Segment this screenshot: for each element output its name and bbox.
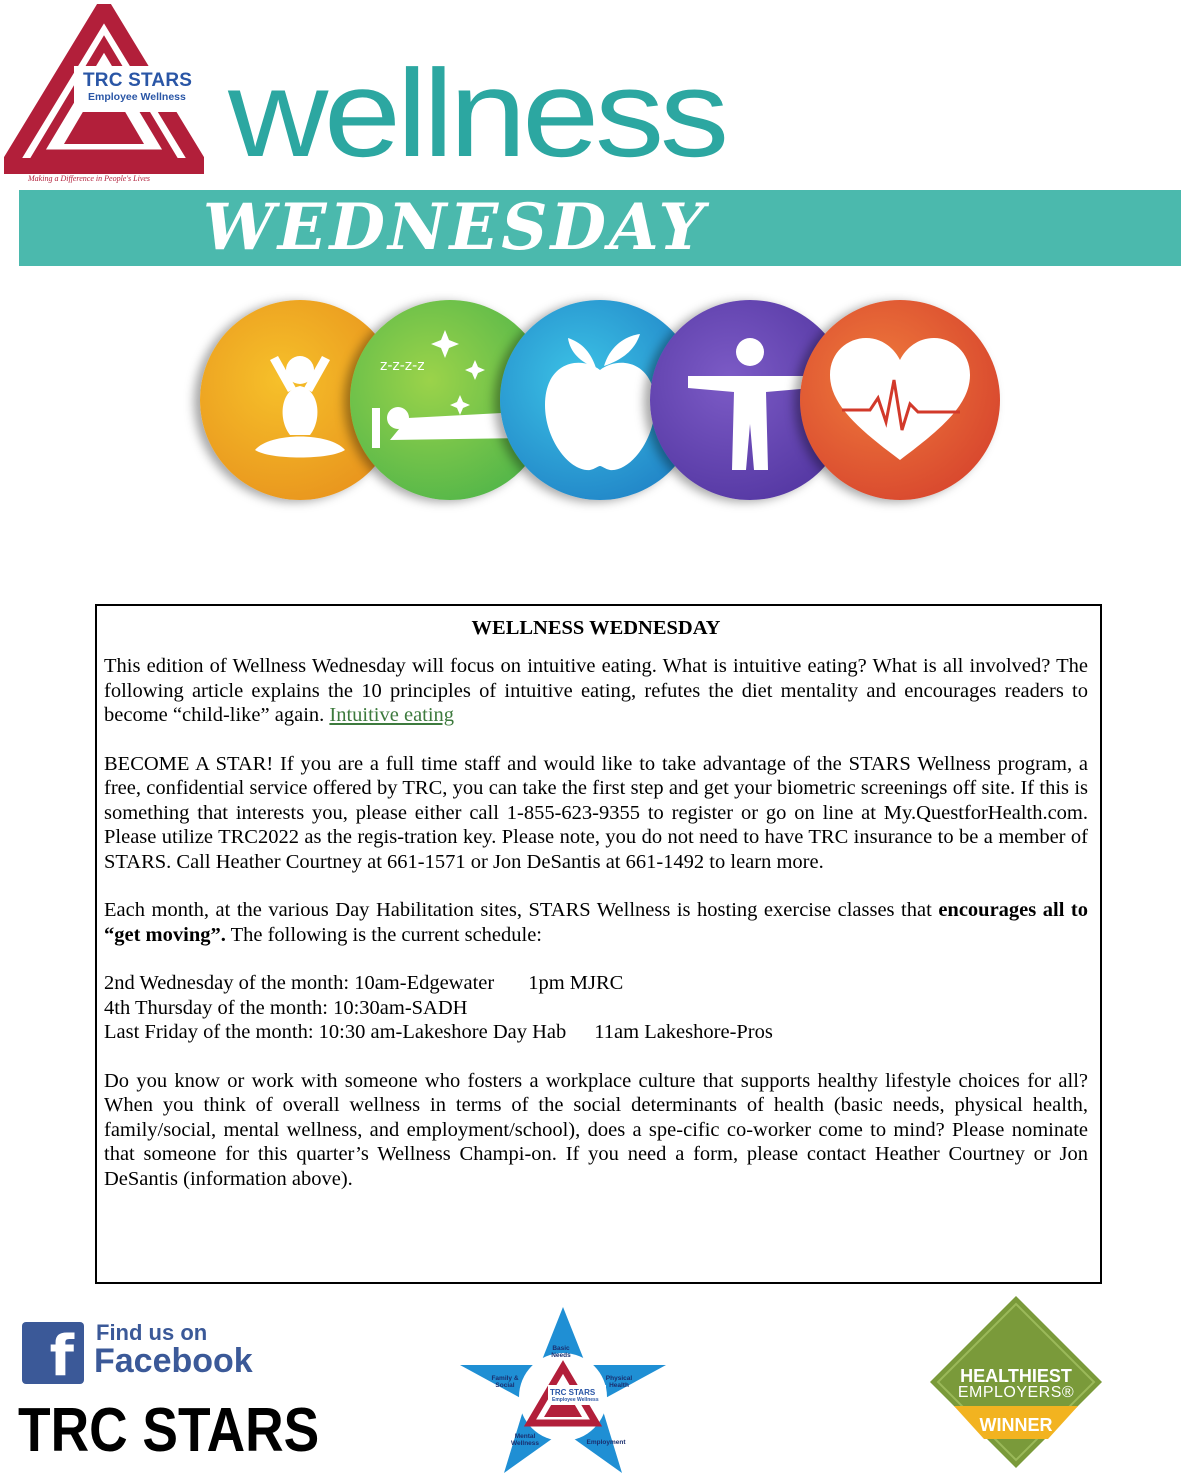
heart-rate-icon [800,300,1000,500]
article-box [95,604,1102,1284]
wellness-icons-row [200,300,1010,500]
schedule-line [104,1020,1088,1045]
badge-line-3: WINNER [979,1415,1053,1435]
paragraph-wellness-champion: Do you know or work with someone who fosters a workplace culture that supports healthy lifestyle choices for all? When you think of overall wellness in terms of the social determinants of health (basic needs, physical health, family/social, mental wellness, and employment/school), does a spe-cific co-worker come to mind? Please nominate that someone for this quarter’s Wellness Champi-on. If you need a form, please contact Heather Courtney or Jon DeSantis (information above). [104,1069,1088,1190]
schedule-day: 4th Thursday of the month: 10:30am-SADH [104,996,468,1019]
star-label-family-social: Family & Social [491,1375,519,1389]
badge-line-2: EMPLOYERS® [957,1384,1075,1401]
org-name: TRC STARS [18,1396,320,1465]
exercise-text-bold: encourages all to “get moving”. [104,899,1089,946]
facebook-icon: f [22,1322,84,1384]
logo-subtitle: Employee Wellness [88,91,186,103]
paragraph-exercise-classes [104,898,1088,947]
star-logo-subtitle: Employee Wellness [552,1397,599,1403]
facebook-link[interactable] [22,1320,282,1390]
wednesday-banner [19,190,1181,266]
svg-text:z-z-z-z: z-z-z-z [380,358,425,374]
schedule-extra: 11am Lakeshore-Pros [594,1021,773,1043]
schedule-extra: 1pm MJRC [528,972,624,994]
star-label-mental-wellness: Mental Wellness [510,1433,540,1447]
facebook-find-text: Find us on [96,1320,208,1345]
star-label-physical-health: Physical Health [605,1375,633,1389]
schedule-day: Last Friday of the month: 10:30 am-Lakeshore Day Hab [104,1021,567,1043]
schedule-line [104,996,1088,1021]
star-label-employment: Employment [586,1439,626,1446]
stars-star-logo [458,1305,668,1475]
schedule-day: 2nd Wednesday of the month: 10am-Edgewater [104,972,495,994]
logo-tagline: Making a Difference in People's Lives [28,174,151,183]
exercise-schedule [104,971,1088,1045]
healthiest-employers-badge [928,1294,1104,1470]
circle-heart [800,300,1000,500]
star-label-basic-needs: Basic Needs [551,1345,571,1359]
banner-text: WEDNESDAY [202,190,708,265]
star-logo-title: TRC STARS [550,1388,596,1397]
wellness-heading: wellness [228,45,725,183]
intuitive-eating-link[interactable]: Intuitive eating [329,704,455,726]
exercise-text-start: Each month, at the various Day Habilitation sites, STARS Wellness is hosting exercise classes that [104,899,939,921]
facebook-name: Facebook [94,1342,253,1380]
schedule-line [104,971,1088,996]
trc-stars-logo [4,4,204,189]
logo-title: TRC STARS [83,70,193,91]
article-title: WELLNESS WEDNESDAY [471,617,721,639]
exercise-text-end: The following is the current schedule: [225,923,543,946]
paragraph-intuitive-eating [104,654,1088,728]
paragraph-become-a-star: BECOME A STAR! If you are a full time staff and would like to take advantage of the STARS Wellness program, a free, confidential service offered by TRC, you can take the first step and get your biometric screenings off site. If this is something that interests you, please either call 1-855-623-9355 to register or go on line at My.QuestforHealth.com. Please utilize TRC2022 as the regis-tration key. Please note, you do not need to have TRC insurance to be a member of STARS. Call Heather Courtney at 661-1571 or Jon DeSantis at 661-1492 to learn more. [104,752,1088,873]
paragraph-intuitive-eating-text: This edition of Wellness Wednesday will focus on intuitive eating. What is intuitive eating? What is all involved? The following article explains the 10 principles of intuitive eating, refutes the diet mentality and encourages readers to become “child-like” again. [104,655,1088,726]
badge-line-1: HEALTHIEST [960,1366,1072,1386]
